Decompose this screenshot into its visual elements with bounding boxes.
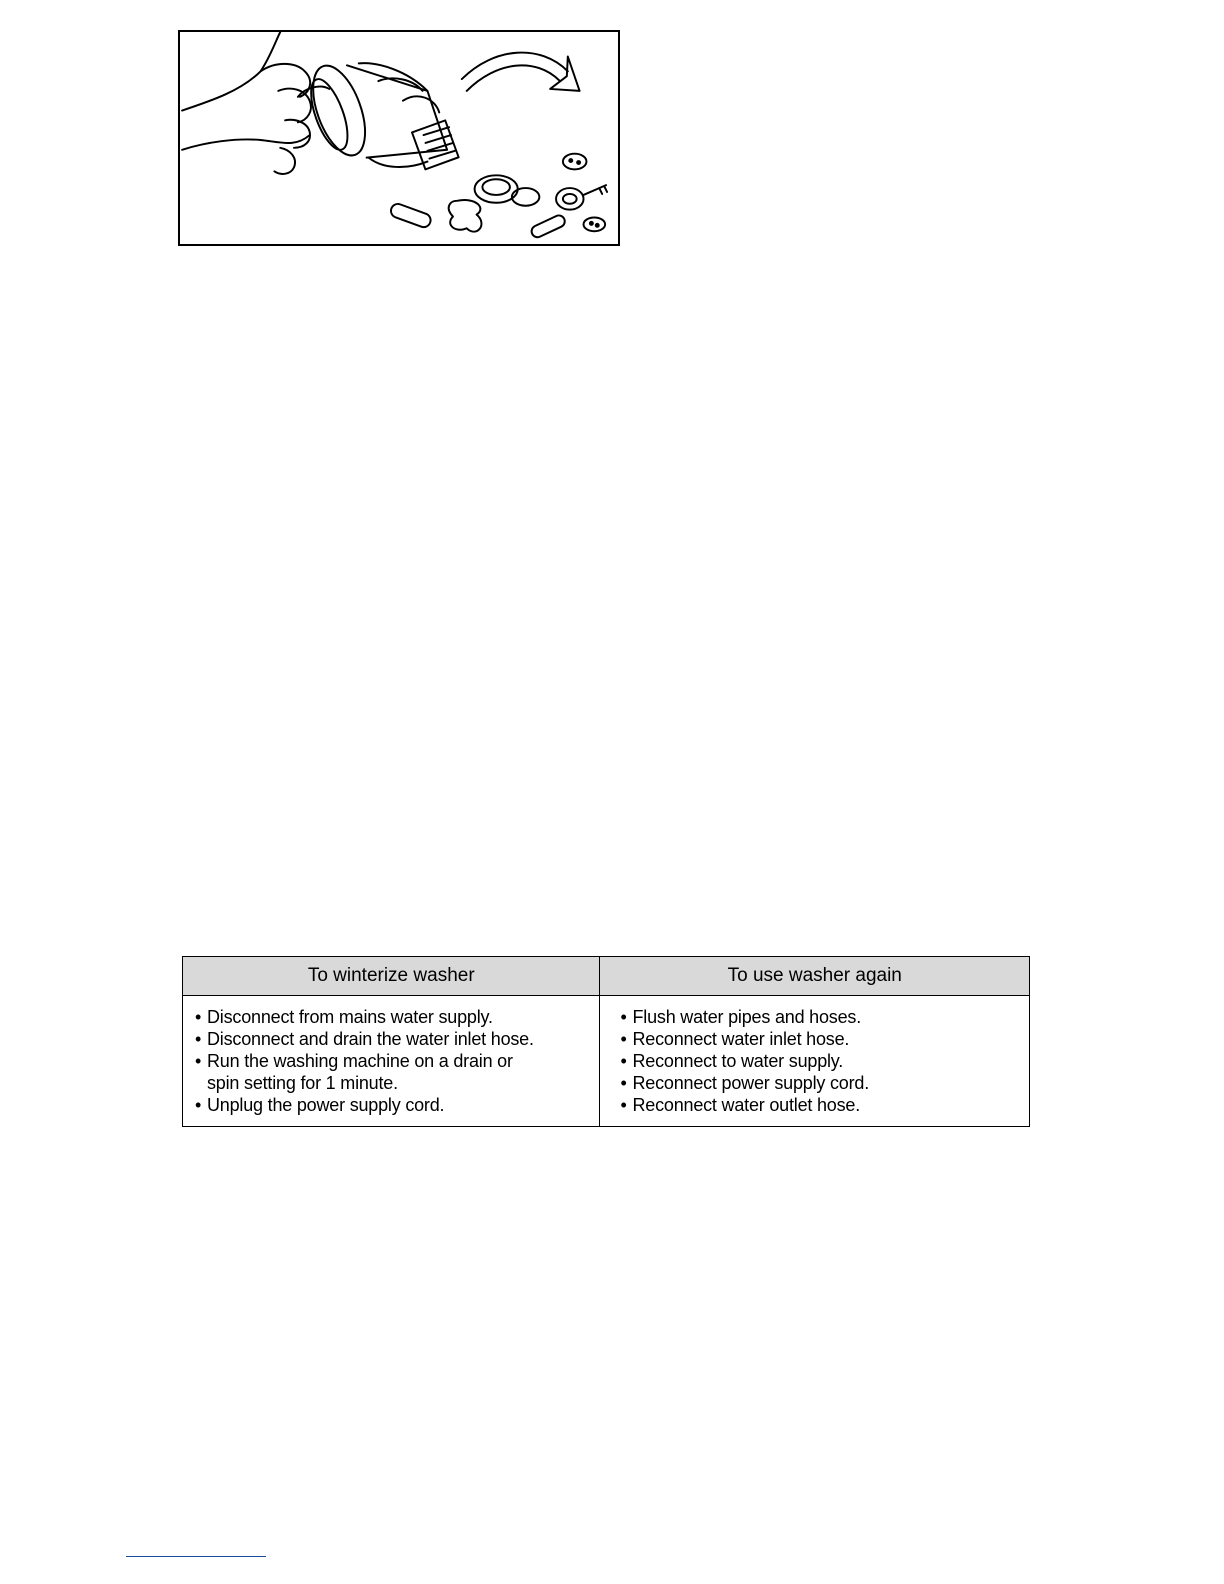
header-use-again: To use washer again	[600, 957, 1030, 996]
reuse-list	[620, 1006, 1019, 1116]
reuse-cell	[600, 996, 1030, 1127]
winterize-table	[182, 956, 1030, 1127]
filter-illustration	[178, 30, 620, 246]
list-item: • Reconnect water inlet hose.	[620, 1028, 1019, 1050]
list-item: • Flush water pipes and hoses.	[620, 1006, 1019, 1028]
winterize-list	[195, 1006, 589, 1116]
table-row	[183, 996, 1030, 1127]
list-item: • Disconnect from mains water supply.	[195, 1006, 589, 1028]
table-header-row	[183, 957, 1030, 996]
header-winterize: To winterize washer	[183, 957, 600, 996]
drain-filter-icon	[180, 32, 618, 244]
footer-rule	[126, 1556, 266, 1557]
list-item: • Reconnect power supply cord.	[620, 1072, 1019, 1094]
list-item: • Disconnect and drain the water inlet hose.	[195, 1028, 589, 1050]
list-item: • Run the washing machine on a drain or spin setting for 1 minute.	[195, 1050, 589, 1094]
list-item: • Reconnect water outlet hose.	[620, 1094, 1019, 1116]
list-item: • Reconnect to water supply.	[620, 1050, 1019, 1072]
winterize-cell	[183, 996, 600, 1127]
list-item: • Unplug the power supply cord.	[195, 1094, 589, 1116]
